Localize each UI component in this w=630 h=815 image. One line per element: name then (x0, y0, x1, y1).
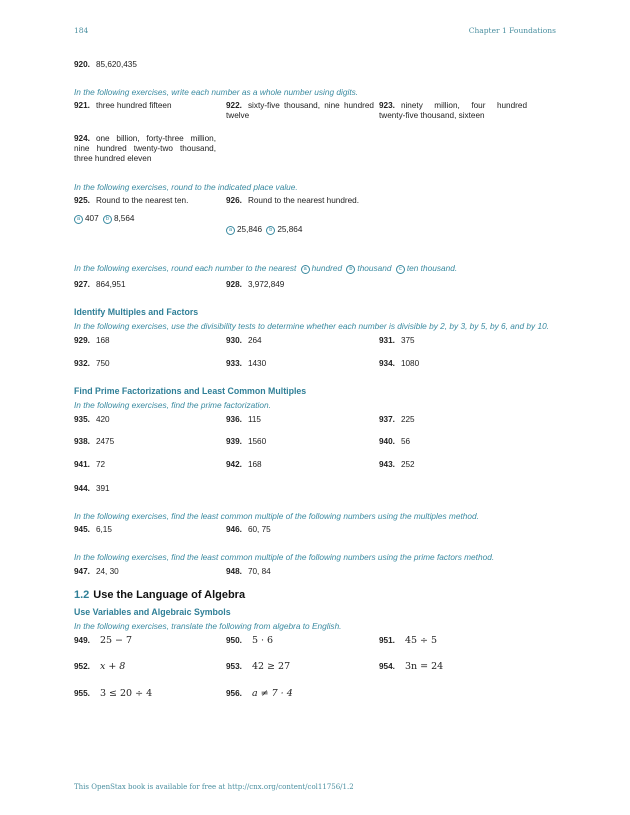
exercise-920 (74, 60, 137, 70)
instruction-text: In the following exercises, round each number to the nearest (74, 263, 297, 273)
exercise-text: 6,15 (95, 525, 112, 534)
exercise-number: 923. (379, 101, 395, 110)
exercise-number: 926. (226, 196, 242, 205)
option-c-text: ten thousand. (406, 263, 458, 273)
exercise-925-options (74, 214, 134, 224)
exercise-946 (226, 525, 271, 535)
instruction-lcm-prime: In the following exercises, find the least common multiple of the following numbers using the prime factors method. (74, 552, 495, 562)
exercise-number: 940. (379, 437, 395, 446)
exercise-926 (226, 196, 367, 206)
option-a-value: 407 (85, 214, 99, 223)
exercise-text: 70, 84 (247, 567, 271, 576)
exercise-931 (379, 336, 415, 346)
exercise-number: 937. (379, 415, 395, 424)
exercise-math: x + 8 (99, 661, 126, 672)
exercise-number: 953. (226, 662, 242, 671)
subsection-prime-lcm: Find Prime Factorizations and Least Common Multiples (74, 386, 307, 396)
exercise-text: 24, 30 (95, 567, 119, 576)
chapter-title: Chapter 1 Foundations (468, 26, 556, 35)
exercise-933 (226, 359, 266, 369)
exercise-number: 924. (74, 134, 90, 143)
exercise-math: 42 ≥ 27 (251, 661, 291, 672)
exercise-text: sixty-five thousand, nine hundred twelve (226, 101, 374, 120)
exercise-text: 375 (400, 336, 415, 345)
option-b-icon: b (346, 265, 355, 274)
instruction-round-places (74, 263, 557, 274)
exercise-number: 930. (226, 336, 242, 345)
exercise-number: 933. (226, 359, 242, 368)
exercise-math: 3n = 24 (404, 661, 444, 672)
exercise-text: 2475 (95, 437, 115, 446)
exercise-950 (226, 636, 273, 646)
exercise-935 (74, 415, 110, 425)
exercise-number: 941. (74, 460, 90, 469)
exercise-text: 168 (95, 336, 110, 345)
exercise-number: 955. (74, 689, 90, 698)
instruction-lcm-multiples: In the following exercises, find the least common multiple of the following numbers using the multiples method. (74, 511, 479, 521)
exercise-938 (74, 437, 114, 447)
exercise-text: 72 (95, 460, 106, 469)
exercise-949 (74, 636, 132, 646)
exercise-953 (226, 662, 290, 672)
exercise-929 (74, 336, 110, 346)
exercise-942 (226, 460, 262, 470)
exercise-text: 225 (400, 415, 415, 424)
exercise-948 (226, 567, 271, 577)
exercise-921 (74, 101, 222, 111)
exercise-number: 931. (379, 336, 395, 345)
exercise-939 (226, 437, 266, 447)
exercise-923 (379, 101, 527, 121)
option-b-value: 8,564 (113, 214, 135, 223)
exercise-951 (379, 636, 437, 646)
exercise-text: 115 (247, 415, 261, 424)
subsection-variables: Use Variables and Algebraic Symbols (74, 607, 231, 617)
exercise-text: one billion, forty-three million, nine hundred twenty-two thousand, three hundred eleven (74, 134, 216, 163)
exercise-text: 864,951 (95, 280, 126, 289)
exercise-947 (74, 567, 119, 577)
option-b-icon: b (103, 215, 112, 224)
exercise-text: 168 (247, 460, 262, 469)
page-number: 184 (74, 26, 89, 35)
exercise-number: 947. (74, 567, 90, 576)
exercise-number: 939. (226, 437, 242, 446)
option-a-icon: a (301, 265, 310, 274)
exercise-940 (379, 437, 410, 447)
exercise-941 (74, 460, 105, 470)
exercise-number: 952. (74, 662, 90, 671)
exercise-text: 60, 75 (247, 525, 271, 534)
instruction-prime-factorization: In the following exercises, find the prime factorization. (74, 400, 271, 410)
exercise-text: 391 (95, 484, 110, 493)
exercise-math: 5 · 6 (251, 635, 274, 646)
exercise-number: 944. (74, 484, 90, 493)
option-a-icon: a (74, 215, 83, 224)
exercise-math: 3 ≤ 20 ÷ 4 (99, 688, 153, 699)
exercise-number: 951. (379, 636, 395, 645)
instruction-whole-numbers: In the following exercises, write each number as a whole number using digits. (74, 87, 359, 97)
exercise-927 (74, 280, 126, 290)
exercise-930 (226, 336, 262, 346)
exercise-text: three hundred fifteen (95, 101, 172, 110)
exercise-928 (226, 280, 284, 290)
option-a-value: 25,846 (237, 225, 263, 234)
exercise-text: ninety million, four hundred twenty-five thousand, sixteen (379, 101, 527, 120)
instruction-translate: In the following exercises, translate the following from algebra to English. (74, 621, 342, 631)
exercise-number: 938. (74, 437, 90, 446)
subsection-multiples-factors: Identify Multiples and Factors (74, 307, 199, 317)
section-title (74, 589, 557, 601)
exercise-number: 935. (74, 415, 90, 424)
exercise-number: 922. (226, 101, 242, 110)
exercise-text: 750 (95, 359, 110, 368)
exercise-math: a ≠ 7 · 4 (251, 688, 293, 699)
option-b-text: thousand (357, 263, 392, 273)
exercise-number: 936. (226, 415, 242, 424)
exercise-954 (379, 662, 443, 672)
section-number: 1.2 (74, 589, 90, 601)
exercise-number: 932. (74, 359, 90, 368)
exercise-number: 927. (74, 280, 90, 289)
option-b-icon: b (266, 226, 275, 235)
exercise-text: 420 (95, 415, 110, 424)
exercise-number: 942. (226, 460, 242, 469)
exercise-number: 943. (379, 460, 395, 469)
exercise-text: 252 (400, 460, 415, 469)
exercise-943 (379, 460, 415, 470)
footer-note: This OpenStax book is available for free at http://cnx.org/content/col11756/1.2 (74, 783, 354, 791)
exercise-number: 921. (74, 101, 90, 110)
exercise-952 (74, 662, 125, 672)
section-heading: Use the Language of Algebra (93, 589, 246, 601)
exercise-number: 929. (74, 336, 90, 345)
instruction-round: In the following exercises, round to the indicated place value. (74, 182, 298, 192)
exercise-number: 928. (226, 280, 242, 289)
exercise-number: 945. (74, 525, 90, 534)
exercise-text: 264 (247, 336, 262, 345)
exercise-text: 1560 (247, 437, 267, 446)
exercise-955 (74, 689, 152, 699)
exercise-number: 950. (226, 636, 242, 645)
exercise-number: 925. (74, 196, 90, 205)
exercise-926-options (226, 225, 302, 235)
exercise-text: 1080 (400, 359, 420, 368)
exercise-925 (74, 196, 222, 206)
exercise-934 (379, 359, 419, 369)
exercise-text: 3,972,849 (247, 280, 285, 289)
exercise-937 (379, 415, 415, 425)
exercise-math: 45 ÷ 5 (404, 635, 438, 646)
exercise-text: Round to the nearest hundred. (247, 196, 360, 205)
exercise-922 (226, 101, 374, 121)
exercise-text: Round to the nearest ten. (95, 196, 189, 205)
exercise-932 (74, 359, 110, 369)
exercise-945 (74, 525, 112, 535)
option-c-icon: c (396, 265, 405, 274)
exercise-number: 946. (226, 525, 242, 534)
exercise-text: 56 (400, 437, 411, 446)
exercise-956 (226, 689, 293, 699)
option-b-value: 25,864 (277, 225, 303, 234)
exercise-text: 85,620,435 (95, 60, 137, 69)
exercise-936 (226, 415, 261, 425)
instruction-divisibility: In the following exercises, use the divisibility tests to determine whether each number is divisible by 2, by 3, by 5, by 6, and by 10. (74, 321, 550, 331)
option-a-text: hundred (311, 263, 343, 273)
exercise-number: 949. (74, 636, 90, 645)
exercise-number: 920. (74, 60, 90, 69)
exercise-number: 954. (379, 662, 395, 671)
exercise-944 (74, 484, 110, 494)
exercise-number: 934. (379, 359, 395, 368)
exercise-number: 956. (226, 689, 242, 698)
exercise-math: 25 − 7 (99, 635, 133, 646)
exercise-924 (74, 134, 216, 164)
exercise-text: 1430 (247, 359, 267, 368)
option-a-icon: a (226, 226, 235, 235)
exercise-number: 948. (226, 567, 242, 576)
